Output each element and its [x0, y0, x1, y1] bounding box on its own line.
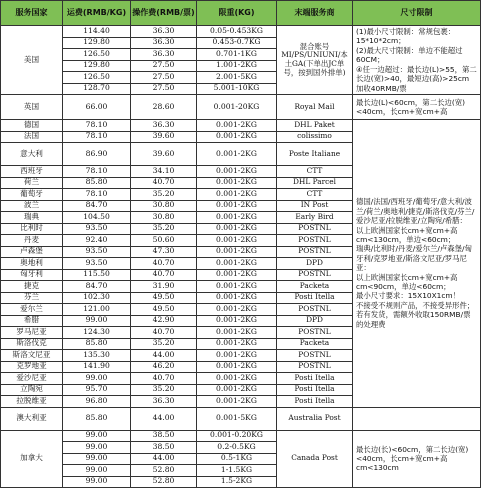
country-cell: 希腊: [1, 315, 63, 327]
weight-cell: 0.001-20KG: [197, 95, 277, 120]
freight-cell: 99.00: [63, 476, 131, 488]
size-note-line: 瑞典/比利时/丹麦/爱尔兰/卢森堡/匈牙利/克罗地亚/斯洛文尼亚/罗马尼亚：: [356, 244, 472, 273]
freight-cell: 93.50: [63, 246, 131, 258]
carrier-cell: Australia Post: [277, 407, 353, 430]
freight-cell: 99.00: [63, 430, 131, 442]
freight-cell: 78.10: [63, 166, 131, 178]
carrier-cell: Posti Itella: [277, 292, 353, 304]
freight-cell: 84.70: [63, 200, 131, 212]
freight-cell: 128.70: [63, 83, 131, 95]
freight-cell: 99.00: [63, 315, 131, 327]
freight-cell: 99.00: [63, 373, 131, 385]
weight-cell: 0.2-0.5KG: [197, 442, 277, 454]
country-cell: 比利时: [1, 223, 63, 235]
op-fee-cell: 40.70: [131, 258, 197, 270]
freight-cell: 129.80: [63, 37, 131, 49]
op-fee-cell: 40.70: [131, 327, 197, 339]
country-cell: 葡萄牙: [1, 189, 63, 201]
country-cell: 美国: [1, 26, 63, 95]
header-weight-limit: 限重(KG): [197, 1, 277, 26]
carrier-cell: Royal Mail: [277, 95, 353, 120]
freight-cell: 99.00: [63, 453, 131, 465]
carrier-cell: Posti Itella: [277, 384, 353, 396]
weight-cell: 0.001-2KG: [197, 200, 277, 212]
weight-cell: 0.001-2KG: [197, 189, 277, 201]
table-row: [1, 26, 481, 38]
freight-cell: 124.30: [63, 327, 131, 339]
freight-cell: 85.80: [63, 407, 131, 430]
op-fee-cell: 49.50: [131, 292, 197, 304]
country-cell: 捷克: [1, 281, 63, 293]
op-fee-cell: 27.50: [131, 72, 197, 84]
freight-cell: 78.10: [63, 120, 131, 132]
weight-cell: 0.001-2KG: [197, 338, 277, 350]
weight-cell: 5.001-10KG: [197, 83, 277, 95]
op-fee-cell: 40.70: [131, 177, 197, 189]
header-freight: 运费(RMB/KG): [63, 1, 131, 26]
size-note-line: ④任一边超过：最长边(L)>55，第二长边(宽)>40，最短边(高)>25cm 加收40RMB/票: [356, 64, 477, 93]
op-fee-cell: 42.90: [131, 315, 197, 327]
country-cell: 西班牙: [1, 166, 63, 178]
freight-cell: 102.30: [63, 292, 131, 304]
weight-cell: 0.001-2KG: [197, 212, 277, 224]
freight-cell: 104.50: [63, 212, 131, 224]
weight-cell: 0.001-2KG: [197, 361, 277, 373]
op-fee-cell: 36.30: [131, 26, 197, 38]
op-fee-cell: 44.00: [131, 453, 197, 465]
op-fee-cell: 35.20: [131, 223, 197, 235]
size-note-cell: [353, 407, 481, 430]
op-fee-cell: 39.60: [131, 143, 197, 166]
table-row: [1, 430, 481, 442]
freight-cell: 86.90: [63, 143, 131, 166]
freight-cell: 115.50: [63, 269, 131, 281]
weight-cell: 0.001-2KG: [197, 269, 277, 281]
carrier-cell: IN Post: [277, 200, 353, 212]
weight-cell: 0.001-2KG: [197, 246, 277, 258]
op-fee-cell: 44.00: [131, 350, 197, 362]
country-cell: 爱沙尼亚: [1, 373, 63, 385]
weight-cell: 0.001-2KG: [197, 350, 277, 362]
freight-cell: 99.00: [63, 465, 131, 477]
country-cell: 荷兰: [1, 177, 63, 189]
country-cell: 爱尔兰: [1, 304, 63, 316]
weight-cell: 0.001-2KG: [197, 131, 277, 143]
country-cell: 克罗地亚: [1, 361, 63, 373]
carrier-cell: POSTNL: [277, 235, 353, 247]
header-country: 服务国家: [1, 1, 63, 26]
carrier-cell: DPD: [277, 258, 353, 270]
op-fee-cell: 50.60: [131, 235, 197, 247]
carrier-cell: CTT: [277, 189, 353, 201]
op-fee-cell: 39.60: [131, 131, 197, 143]
header-operation-fee: 操作费(RMB/票): [131, 1, 197, 26]
carrier-cell: Posti Itella: [277, 373, 353, 385]
carrier-cell: POSTNL: [277, 304, 353, 316]
weight-cell: 2.001-5KG: [197, 72, 277, 84]
weight-cell: 0.453-0.7KG: [197, 37, 277, 49]
country-cell: 罗马尼亚: [1, 327, 63, 339]
carrier-cell: POSTNL: [277, 223, 353, 235]
freight-cell: 114.40: [63, 26, 131, 38]
country-cell: 澳大利亚: [1, 407, 63, 430]
carrier-cell: POSTNL: [277, 350, 353, 362]
freight-cell: 96.80: [63, 396, 131, 408]
carrier-cell: Canada Post: [277, 430, 353, 488]
freight-cell: 93.50: [63, 258, 131, 270]
country-cell: 拉脱维亚: [1, 396, 63, 408]
op-fee-cell: 36.30: [131, 49, 197, 61]
size-note-line: 以上欧洲国家长cm+宽cm+高cm<130cm，单边<60cm；: [356, 225, 458, 245]
country-cell: 波兰: [1, 200, 63, 212]
weight-cell: 0.001-2KG: [197, 223, 277, 235]
country-cell: 奥地利: [1, 258, 63, 270]
freight-cell: 135.30: [63, 350, 131, 362]
size-note-cell: [353, 26, 481, 95]
freight-cell: 126.50: [63, 49, 131, 61]
weight-cell: 0.001-2KG: [197, 143, 277, 166]
op-fee-cell: 46.20: [131, 361, 197, 373]
op-fee-cell: 52.80: [131, 465, 197, 477]
size-note-line: (2)最大尺寸限制：单边不能超过60CM；: [356, 45, 463, 65]
freight-cell: 92.40: [63, 235, 131, 247]
freight-cell: 93.50: [63, 223, 131, 235]
carrier-cell: Packeta: [277, 338, 353, 350]
freight-cell: 85.80: [63, 177, 131, 189]
carrier-cell: 混合账号MI/PS/UNIUNI/本土GA(下单出JC单号，按到国外排单): [277, 26, 353, 95]
freight-cell: 99.00: [63, 442, 131, 454]
carrier-cell: DPD: [277, 315, 353, 327]
carrier-cell: colissimo: [277, 131, 353, 143]
weight-cell: 0.701-1KG: [197, 49, 277, 61]
header-row: [1, 1, 481, 26]
country-cell: 意大利: [1, 143, 63, 166]
country-cell: 斯洛伐克: [1, 338, 63, 350]
op-fee-cell: 47.30: [131, 246, 197, 258]
op-fee-cell: 34.10: [131, 166, 197, 178]
op-fee-cell: 35.20: [131, 384, 197, 396]
op-fee-cell: 35.20: [131, 338, 197, 350]
weight-cell: 1.001-2KG: [197, 60, 277, 72]
size-note-cell: 最长边(L)<60cm，第二长边(宽)<40cm，长cm+宽cm+高: [353, 95, 481, 120]
weight-cell: 0.001-2KG: [197, 166, 277, 178]
op-fee-cell: 35.20: [131, 189, 197, 201]
country-cell: 丹麦: [1, 235, 63, 247]
weight-cell: 0.001-2KG: [197, 396, 277, 408]
op-fee-cell: 27.50: [131, 60, 197, 72]
op-fee-cell: 36.30: [131, 396, 197, 408]
weight-cell: 0.001-2KG: [197, 373, 277, 385]
country-cell: 芬兰: [1, 292, 63, 304]
carrier-cell: Packeta: [277, 281, 353, 293]
header-carrier: 末端服务商: [277, 1, 353, 26]
weight-cell: 1.5-2KG: [197, 476, 277, 488]
country-cell: 瑞典: [1, 212, 63, 224]
freight-cell: 66.00: [63, 95, 131, 120]
op-fee-cell: 36.30: [131, 37, 197, 49]
op-fee-cell: 44.00: [131, 407, 197, 430]
table-row: [1, 120, 481, 132]
op-fee-cell: 40.70: [131, 269, 197, 281]
freight-cell: 126.50: [63, 72, 131, 84]
carrier-cell: POSTNL: [277, 269, 353, 281]
eu-rows: [1, 120, 481, 408]
size-note-cell: 最长边(长)<60cm，第二长边(宽)<40cm，长cm+宽cm+高cm<130cm: [353, 430, 481, 488]
weight-cell: 0.001-2KG: [197, 292, 277, 304]
table-row: [1, 407, 481, 430]
carrier-cell: Posti Itella: [277, 396, 353, 408]
freight-cell: 78.10: [63, 189, 131, 201]
country-cell: 斯洛文尼亚: [1, 350, 63, 362]
size-note-line: (1)最小尺寸限制：常规包裹：15*10*2cm；: [356, 27, 456, 46]
weight-cell: 0.001-5KG: [197, 407, 277, 430]
carrier-cell: Early Bird: [277, 212, 353, 224]
weight-cell: 0.001-2KG: [197, 258, 277, 270]
weight-cell: 0.001-2KG: [197, 120, 277, 132]
weight-cell: 0.001-2KG: [197, 315, 277, 327]
carrier-cell: Poste Italiane: [277, 143, 353, 166]
weight-cell: 0.001-0.20KG: [197, 430, 277, 442]
freight-cell: 84.70: [63, 281, 131, 293]
weight-cell: 0.001-2KG: [197, 327, 277, 339]
carrier-cell: POSTNL: [277, 361, 353, 373]
size-note-line: 最小尺寸要求：15X10X1cm！: [356, 291, 461, 301]
op-fee-cell: 28.60: [131, 95, 197, 120]
country-cell: 英国: [1, 95, 63, 120]
carrier-cell: DHL Parcel: [277, 177, 353, 189]
op-fee-cell: 27.50: [131, 83, 197, 95]
op-fee-cell: 49.50: [131, 304, 197, 316]
carrier-cell: DHL Paket: [277, 120, 353, 132]
weight-cell: 0.001-2KG: [197, 384, 277, 396]
weight-cell: 0.5-1KG: [197, 453, 277, 465]
table-row: [1, 95, 481, 120]
freight-cell: 85.80: [63, 338, 131, 350]
weight-cell: 0.001-2KG: [197, 304, 277, 316]
country-cell: 卢森堡: [1, 246, 63, 258]
size-note-line: 不接受不规则产品，不接受异形件；若有发货，需额外收取150RMB/票的处理费: [356, 300, 475, 329]
size-note-cell: [353, 120, 481, 408]
freight-cell: 121.00: [63, 304, 131, 316]
carrier-cell: CTT: [277, 166, 353, 178]
freight-cell: 129.80: [63, 60, 131, 72]
weight-cell: 0.001-2KG: [197, 281, 277, 293]
carrier-cell: POSTNL: [277, 246, 353, 258]
country-cell: 匈牙利: [1, 269, 63, 281]
weight-cell: 0.05-0.453KG: [197, 26, 277, 38]
country-cell: 立陶宛: [1, 384, 63, 396]
op-fee-cell: 30.80: [131, 212, 197, 224]
weight-cell: 0.001-2KG: [197, 235, 277, 247]
weight-cell: 1-1.5KG: [197, 465, 277, 477]
country-cell: 法国: [1, 131, 63, 143]
freight-cell: 141.90: [63, 361, 131, 373]
country-cell: 德国: [1, 120, 63, 132]
op-fee-cell: 38.50: [131, 430, 197, 442]
op-fee-cell: 40.70: [131, 373, 197, 385]
op-fee-cell: 52.80: [131, 476, 197, 488]
op-fee-cell: 30.80: [131, 200, 197, 212]
size-note-line: 德国/法国/西班牙/葡萄牙/意大利/波兰/荷兰/奥地利/捷克/斯洛伐克/芬兰/爱沙尼亚/拉脱维亚/立陶宛/希腊：: [356, 197, 475, 226]
freight-cell: 95.70: [63, 384, 131, 396]
weight-cell: 0.001-2KG: [197, 177, 277, 189]
op-fee-cell: 31.90: [131, 281, 197, 293]
country-cell: 加拿大: [1, 430, 63, 488]
op-fee-cell: 36.30: [131, 120, 197, 132]
size-note-line: 以上欧洲国家长cm+宽cm+高cm<90cm，单边<60cm；: [356, 272, 458, 292]
carrier-cell: POSTNL: [277, 327, 353, 339]
op-fee-cell: 38.50: [131, 442, 197, 454]
header-size-limit: 尺寸限制: [353, 1, 481, 26]
freight-cell: 78.10: [63, 131, 131, 143]
